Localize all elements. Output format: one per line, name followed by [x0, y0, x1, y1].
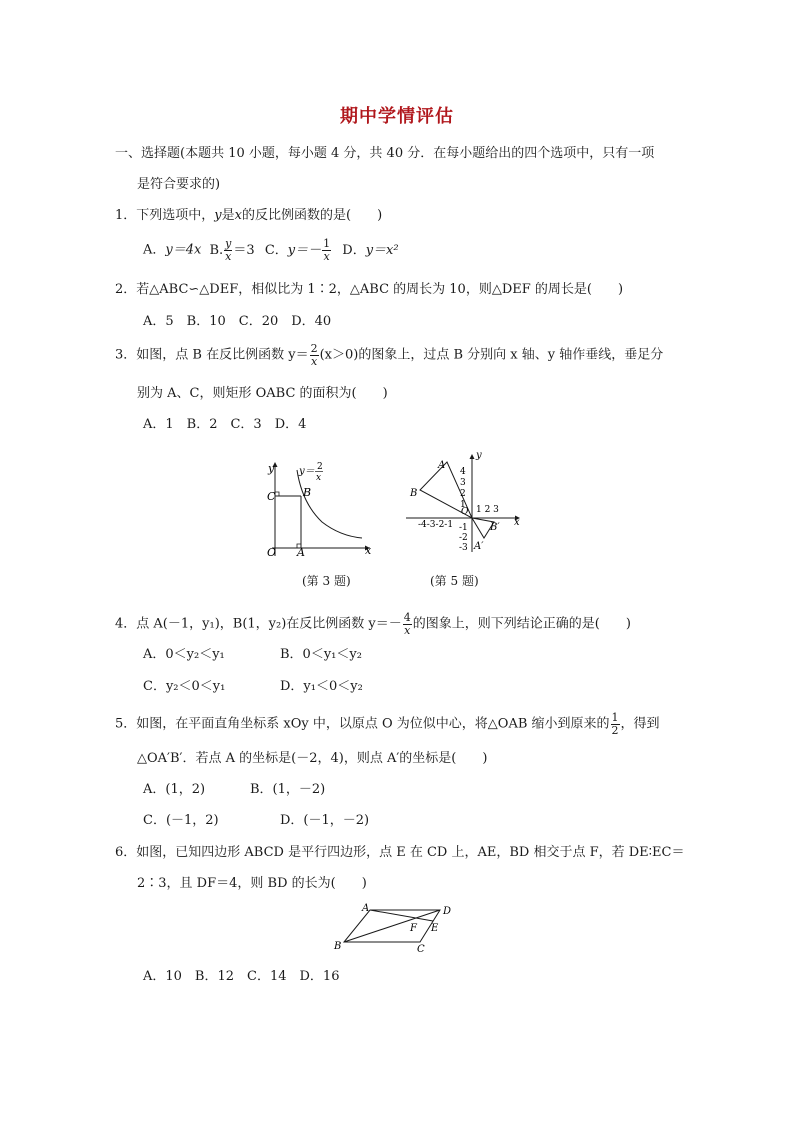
question-3-options: A．1 B．2 C．3 D．4: [143, 417, 307, 432]
q5-option-a: A．(1，2): [143, 782, 206, 797]
fig6-point-e: E: [431, 923, 439, 934]
question-1-stem: 1．下列选项中，y是x的反比例函数的是( ): [115, 208, 383, 223]
q4-option-a: A．0＜y₂＜y₁: [143, 647, 225, 662]
fig5-point-a-prime: A′: [474, 541, 484, 552]
question-4-stem: 4．点 A(－1，y₁)，B(1，y₂)在反比例函数 y＝－ $\frac{4}{x}$ 的图象上，则下列结论正确的是( ): [115, 611, 631, 637]
q1-option-b: B. $\frac{y}{x}$ ＝3: [209, 237, 255, 263]
fig6-point-b: B: [334, 941, 342, 952]
fig3-point-a: A: [297, 546, 305, 558]
q4-option-c: C．y₂＜0＜y₁: [143, 679, 226, 694]
section-heading-line1: 一、选择题(本题共 10 小题，每小题 4 分，共 40 分．在每小题给出的四个选项中，只有一项: [115, 146, 655, 161]
q1-option-a: A．y＝4x: [143, 242, 202, 258]
question-6-line2: 2∶3，且 DF＝4，则 BD 的长为( ): [137, 876, 367, 891]
fig6-point-f: F: [410, 923, 417, 934]
question-6-stem: 6．如图，已知四边形 ABCD 是平行四边形，点 E 在 CD 上，AE，BD 相交于点 F，若 DE∶EC＝: [115, 845, 685, 860]
figure-3-caption: (第 3 题): [302, 574, 351, 588]
fig5-point-b: B: [410, 488, 418, 499]
q4-option-b: B．0＜y₁＜y₂: [280, 647, 362, 662]
q4-option-d: D．y₁＜0＜y₂: [280, 679, 363, 694]
fig5-y-tick-1: 1: [460, 500, 466, 510]
fig6-point-a: A: [362, 903, 370, 914]
fig5-y-tick-4: 4: [460, 467, 466, 477]
question-5-line2: △OA′B′．若点 A 的坐标是(－2，4)，则点 A′的坐标是( ): [137, 751, 488, 766]
fig5-x-ticks-positive: 1 2 3: [476, 505, 499, 515]
section-heading-line2: 是符合要求的): [137, 177, 221, 192]
fig5-x-ticks-negative: -4-3-2-1: [418, 520, 454, 530]
question-1-options: [143, 238, 399, 262]
question-3-stem: 3．如图，点 B 在反比例函数 y＝ $\frac{2}{x}$ (x＞0)的图象上，过点 B 分别向 x 轴、y 轴作垂线，垂足分: [115, 342, 664, 368]
fig5-y-tick-2: 2: [460, 489, 466, 499]
fig3-func-den: x: [316, 473, 322, 483]
q1-option-c: C．y＝－ $\frac{1}{x}$: [264, 237, 331, 263]
fig3-func-label: y＝: [299, 466, 315, 477]
fig3-origin: O: [267, 546, 277, 558]
q5-option-d: D．(－1，－2): [280, 813, 370, 828]
fig5-point-b-prime: B′: [490, 522, 500, 533]
q5-option-b: B．(1，－2): [250, 782, 326, 797]
fig3-point-b: B: [303, 486, 312, 499]
figure-3-graph: [262, 458, 374, 558]
fig5-origin: O: [461, 507, 469, 517]
question-3-line2: 别为 A、C，则矩形 OABC 的面积为( ): [137, 386, 388, 401]
fig5-y-label: y: [476, 450, 482, 461]
fig3-point-c: C: [267, 490, 276, 503]
q5-option-c: C．(－1，2): [143, 813, 219, 828]
fig5-y-tick-neg3: -3: [459, 543, 468, 553]
fig3-func-num: 2: [317, 462, 323, 472]
question-2-stem: 2．若△ABC∽△DEF，相似比为 1∶2，△ABC 的周长为 10，则△DEF 的周长是( ): [115, 282, 624, 297]
fig5-y-tick-neg2: -2: [459, 533, 468, 543]
question-6-options: A．10 B．12 C．14 D．16: [143, 969, 340, 984]
q1-option-d: D．y＝x²: [342, 242, 399, 258]
fig5-point-a: A: [438, 460, 446, 471]
fig6-point-d: D: [443, 906, 452, 917]
fig5-y-tick-neg1: -1: [459, 523, 468, 533]
page-title: 期中学情评估: [340, 106, 454, 127]
question-2-options: A．5 B．10 C．20 D．40: [143, 314, 332, 329]
fig5-x-label: x: [514, 517, 520, 528]
fig3-x-label: x: [365, 544, 372, 557]
figure-5-graph: [402, 450, 530, 558]
fig6-point-c: C: [417, 944, 425, 954]
figure-5-caption: (第 5 题): [430, 574, 479, 588]
question-5-stem: 5．如图，在平面直角坐标系 xOy 中，以原点 O 为位似中心，将△OAB 缩小到原来的 $\frac{1}{2}$ ，得到: [115, 711, 660, 737]
figure-6-parallelogram: [330, 900, 460, 954]
fig3-y-label: y: [268, 462, 275, 475]
fig5-y-tick-3: 3: [460, 478, 466, 488]
